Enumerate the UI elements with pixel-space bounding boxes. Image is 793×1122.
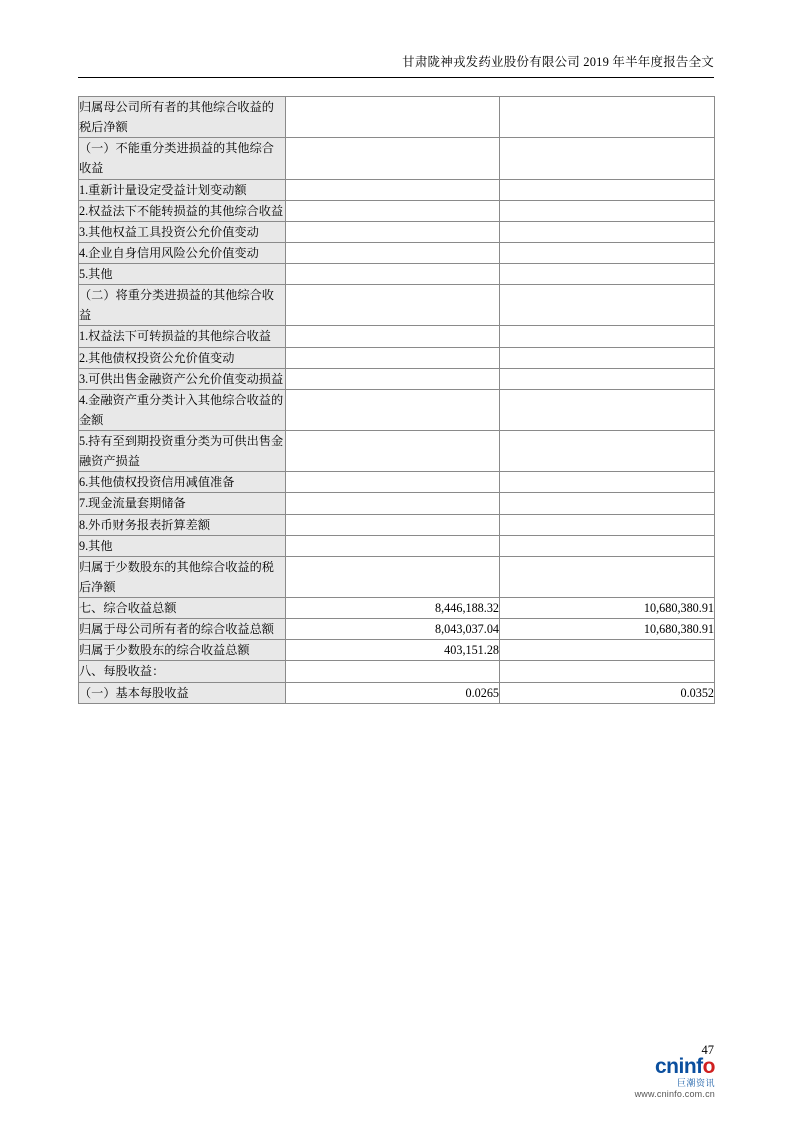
row-value-prior-period [500,264,715,285]
financial-table-body [79,97,715,704]
row-value-current-period [286,138,500,179]
row-value-prior-period [500,514,715,535]
table-row [79,535,715,556]
row-value-prior-period [500,661,715,682]
row-value-current-period: 403,151.28 [286,640,500,661]
row-value-current-period [286,535,500,556]
row-value-current-period [286,368,500,389]
row-value-current-period [286,242,500,263]
table-row [79,221,715,242]
table-row [79,493,715,514]
row-value-current-period [286,472,500,493]
logo-url: www.cninfo.com.cn [634,1089,715,1100]
row-label: （二）将重分类进损益的其他综合收益 [79,285,286,326]
row-value-current-period [286,200,500,221]
row-value-current-period [286,661,500,682]
table-row [79,347,715,368]
row-label: 1.权益法下可转损益的其他综合收益 [79,326,286,347]
row-label: 4.金融资产重分类计入其他综合收益的金额 [79,389,286,430]
table-row [79,389,715,430]
row-value-prior-period [500,285,715,326]
row-value-prior-period [500,431,715,472]
row-value-prior-period [500,200,715,221]
row-value-prior-period [500,535,715,556]
row-label: 5.持有至到期投资重分类为可供出售金融资产损益 [79,431,286,472]
table-row [79,472,715,493]
table-row [79,640,715,661]
row-value-prior-period [500,326,715,347]
logo-word: cninf [655,1055,703,1079]
row-value-prior-period: 0.0352 [500,682,715,703]
row-value-current-period [286,493,500,514]
row-value-current-period [286,264,500,285]
row-value-prior-period [500,556,715,597]
row-label: 七、综合收益总额 [79,598,286,619]
financial-table [78,96,715,704]
table-row [79,556,715,597]
row-label: 归属母公司所有者的其他综合收益的税后净额 [79,97,286,138]
row-label: 2.权益法下不能转损益的其他综合收益 [79,200,286,221]
row-label: 9.其他 [79,535,286,556]
row-value-prior-period [500,389,715,430]
row-value-current-period [286,221,500,242]
table-row [79,431,715,472]
row-value-current-period [286,97,500,138]
row-value-prior-period: 10,680,380.91 [500,619,715,640]
row-value-prior-period [500,138,715,179]
row-label: 2.其他债权投资公允价值变动 [79,347,286,368]
row-label: 归属于母公司所有者的综合收益总额 [79,619,286,640]
row-value-prior-period [500,179,715,200]
table-row [79,138,715,179]
footer-logo [635,1055,715,1100]
row-value-current-period [286,347,500,368]
row-value-prior-period [500,493,715,514]
table-row [79,514,715,535]
row-value-current-period [286,514,500,535]
table-row [79,264,715,285]
row-value-prior-period [500,347,715,368]
row-value-current-period: 8,043,037.04 [286,619,500,640]
table-row [79,242,715,263]
row-value-current-period: 8,446,188.32 [286,598,500,619]
row-label: （一）基本每股收益 [79,682,286,703]
row-value-prior-period [500,640,715,661]
table-row [79,179,715,200]
row-value-current-period [286,326,500,347]
row-value-prior-period [500,221,715,242]
row-label: 4.企业自身信用风险公允价值变动 [79,242,286,263]
row-value-current-period [286,431,500,472]
table-row [79,326,715,347]
page-header: 甘肃陇神戎发药业股份有限公司 2019 年半年度报告全文 [402,55,714,69]
table-row [79,200,715,221]
row-value-current-period [286,285,500,326]
logo-subtitle: 巨潮资讯 [676,1078,715,1089]
row-label: 1.重新计量设定受益计划变动额 [79,179,286,200]
table-row [79,598,715,619]
row-label: 5.其他 [79,264,286,285]
row-value-prior-period: 10,680,380.91 [500,598,715,619]
table-row [79,97,715,138]
cninfo-logo-text [635,1055,715,1078]
row-value-current-period [286,179,500,200]
row-value-current-period [286,556,500,597]
row-value-prior-period [500,242,715,263]
row-label: 3.可供出售金融资产公允价值变动损益 [79,368,286,389]
row-label: （一）不能重分类进损益的其他综合收益 [79,138,286,179]
row-value-prior-period [500,97,715,138]
row-label: 八、每股收益： [79,661,286,682]
row-value-prior-period [500,368,715,389]
table-row [79,661,715,682]
row-label: 归属于少数股东的其他综合收益的税后净额 [79,556,286,597]
row-label: 3.其他权益工具投资公允价值变动 [79,221,286,242]
row-label: 8.外币财务报表折算差额 [79,514,286,535]
row-value-prior-period [500,472,715,493]
table-row [79,682,715,703]
row-value-current-period: 0.0265 [286,682,500,703]
table-row [79,285,715,326]
page-number: 47 [701,1043,714,1057]
financial-table-container [78,96,714,704]
logo-dot: o [702,1055,715,1079]
row-label: 归属于少数股东的综合收益总额 [79,640,286,661]
row-label: 6.其他债权投资信用减值准备 [79,472,286,493]
row-value-current-period [286,389,500,430]
footer-edge [0,1116,793,1122]
row-label: 7.现金流量套期储备 [79,493,286,514]
header-divider [78,77,714,78]
table-row [79,368,715,389]
table-row [79,619,715,640]
